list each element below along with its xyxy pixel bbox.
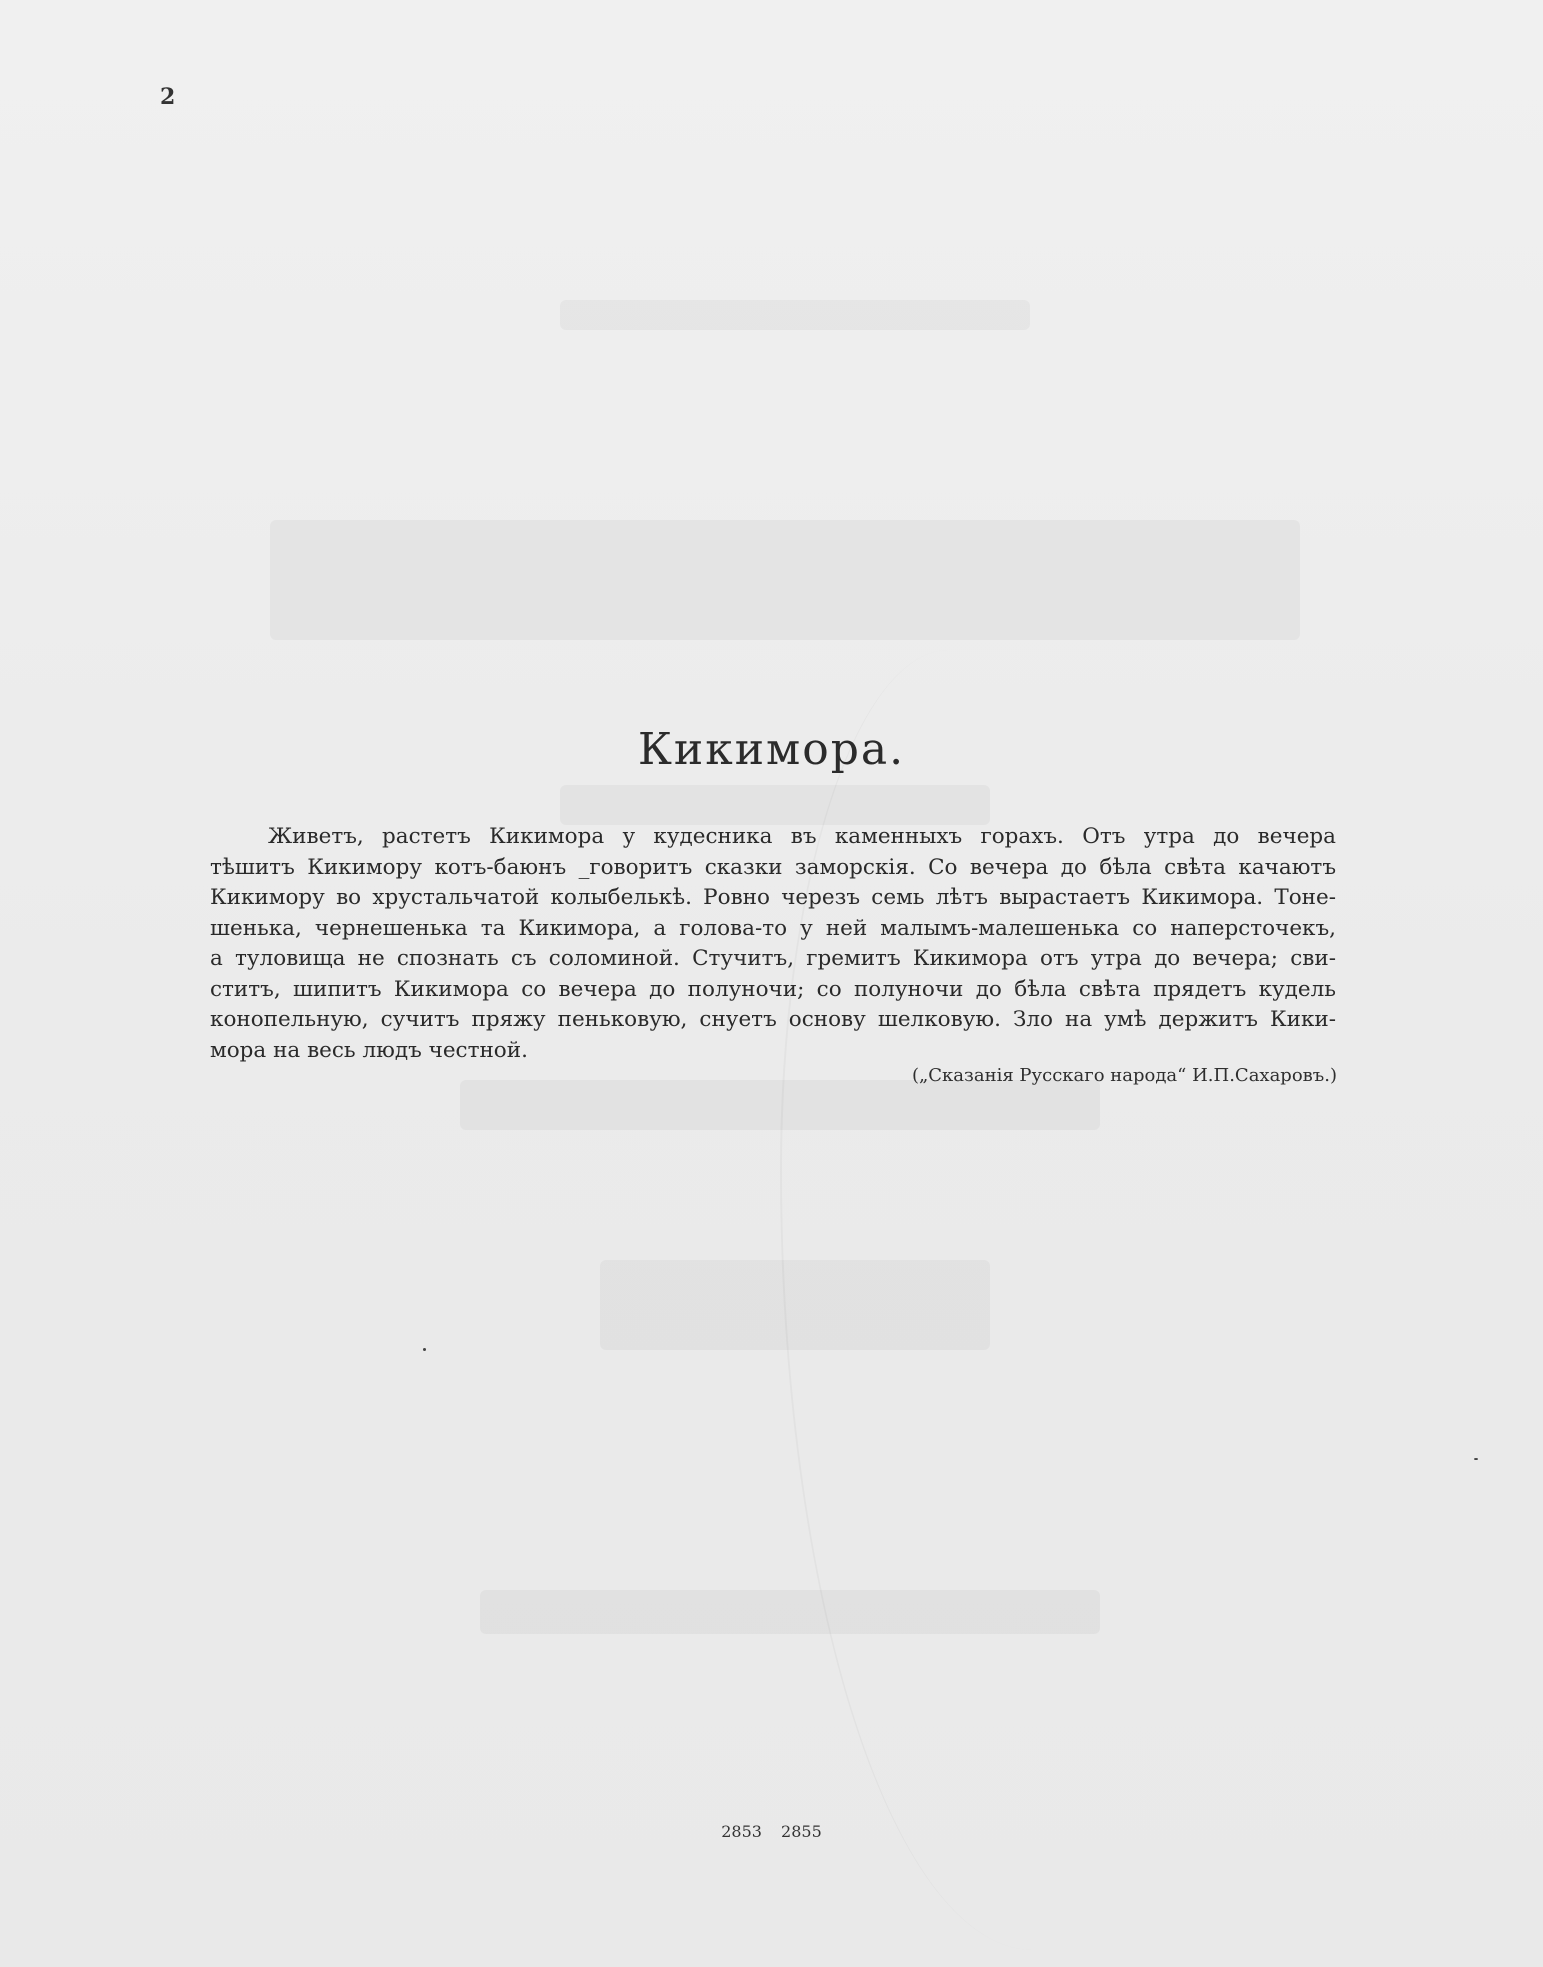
- bleed-through-mark: [270, 520, 1300, 640]
- bleed-through-mark: [560, 300, 1030, 330]
- paragraph-line: Живетъ, растетъ Кикимора у кудесника въ каменныхъ горахъ. Отъ утра до вечера: [268, 824, 1336, 849]
- paragraph-line: мора на весь людъ честной.: [210, 1037, 528, 1063]
- epigraph-paragraph: [210, 822, 1336, 1066]
- paragraph-line: тѣшитъ Кикимору котъ-баюнъ _говоритъ сказки заморскія. Со вечера до бѣла свѣта качаютъ: [210, 854, 1336, 880]
- paragraph-line: конопельную, сучитъ пряжу пеньковую, снуетъ основу шелковую. Зло на умѣ держитъ Кики-: [210, 1007, 1336, 1032]
- paragraph-line: ститъ, шипитъ Кикимора со вечера до полуночи; со полуночи до бѣла свѣта прядетъ кудель: [210, 976, 1336, 1002]
- paragraph-line: а туловища не спознать съ соломиной. Стучитъ, гремитъ Кикимора отъ утра до вечера; сви-: [210, 946, 1336, 971]
- ink-speck: [1474, 1458, 1478, 1460]
- page-number: 2: [160, 84, 176, 110]
- plate-number: 2853 2855: [721, 1822, 822, 1841]
- paragraph-line: шенька, чернешенька та Кикимора, а голова-то у ней малымъ-малешенька со наперсточекъ,: [210, 915, 1336, 941]
- source-citation: („Сказанія Русскаго народа“ И.П.Сахаровъ.): [911, 1065, 1337, 1086]
- ink-speck: [423, 1348, 426, 1351]
- paragraph-line: Кикимору во хрустальчатой колыбелькѣ. Ровно черезъ семь лѣтъ вырастаетъ Кикимора. Тоне-: [210, 885, 1336, 910]
- page-title: Кикимора.: [637, 724, 906, 775]
